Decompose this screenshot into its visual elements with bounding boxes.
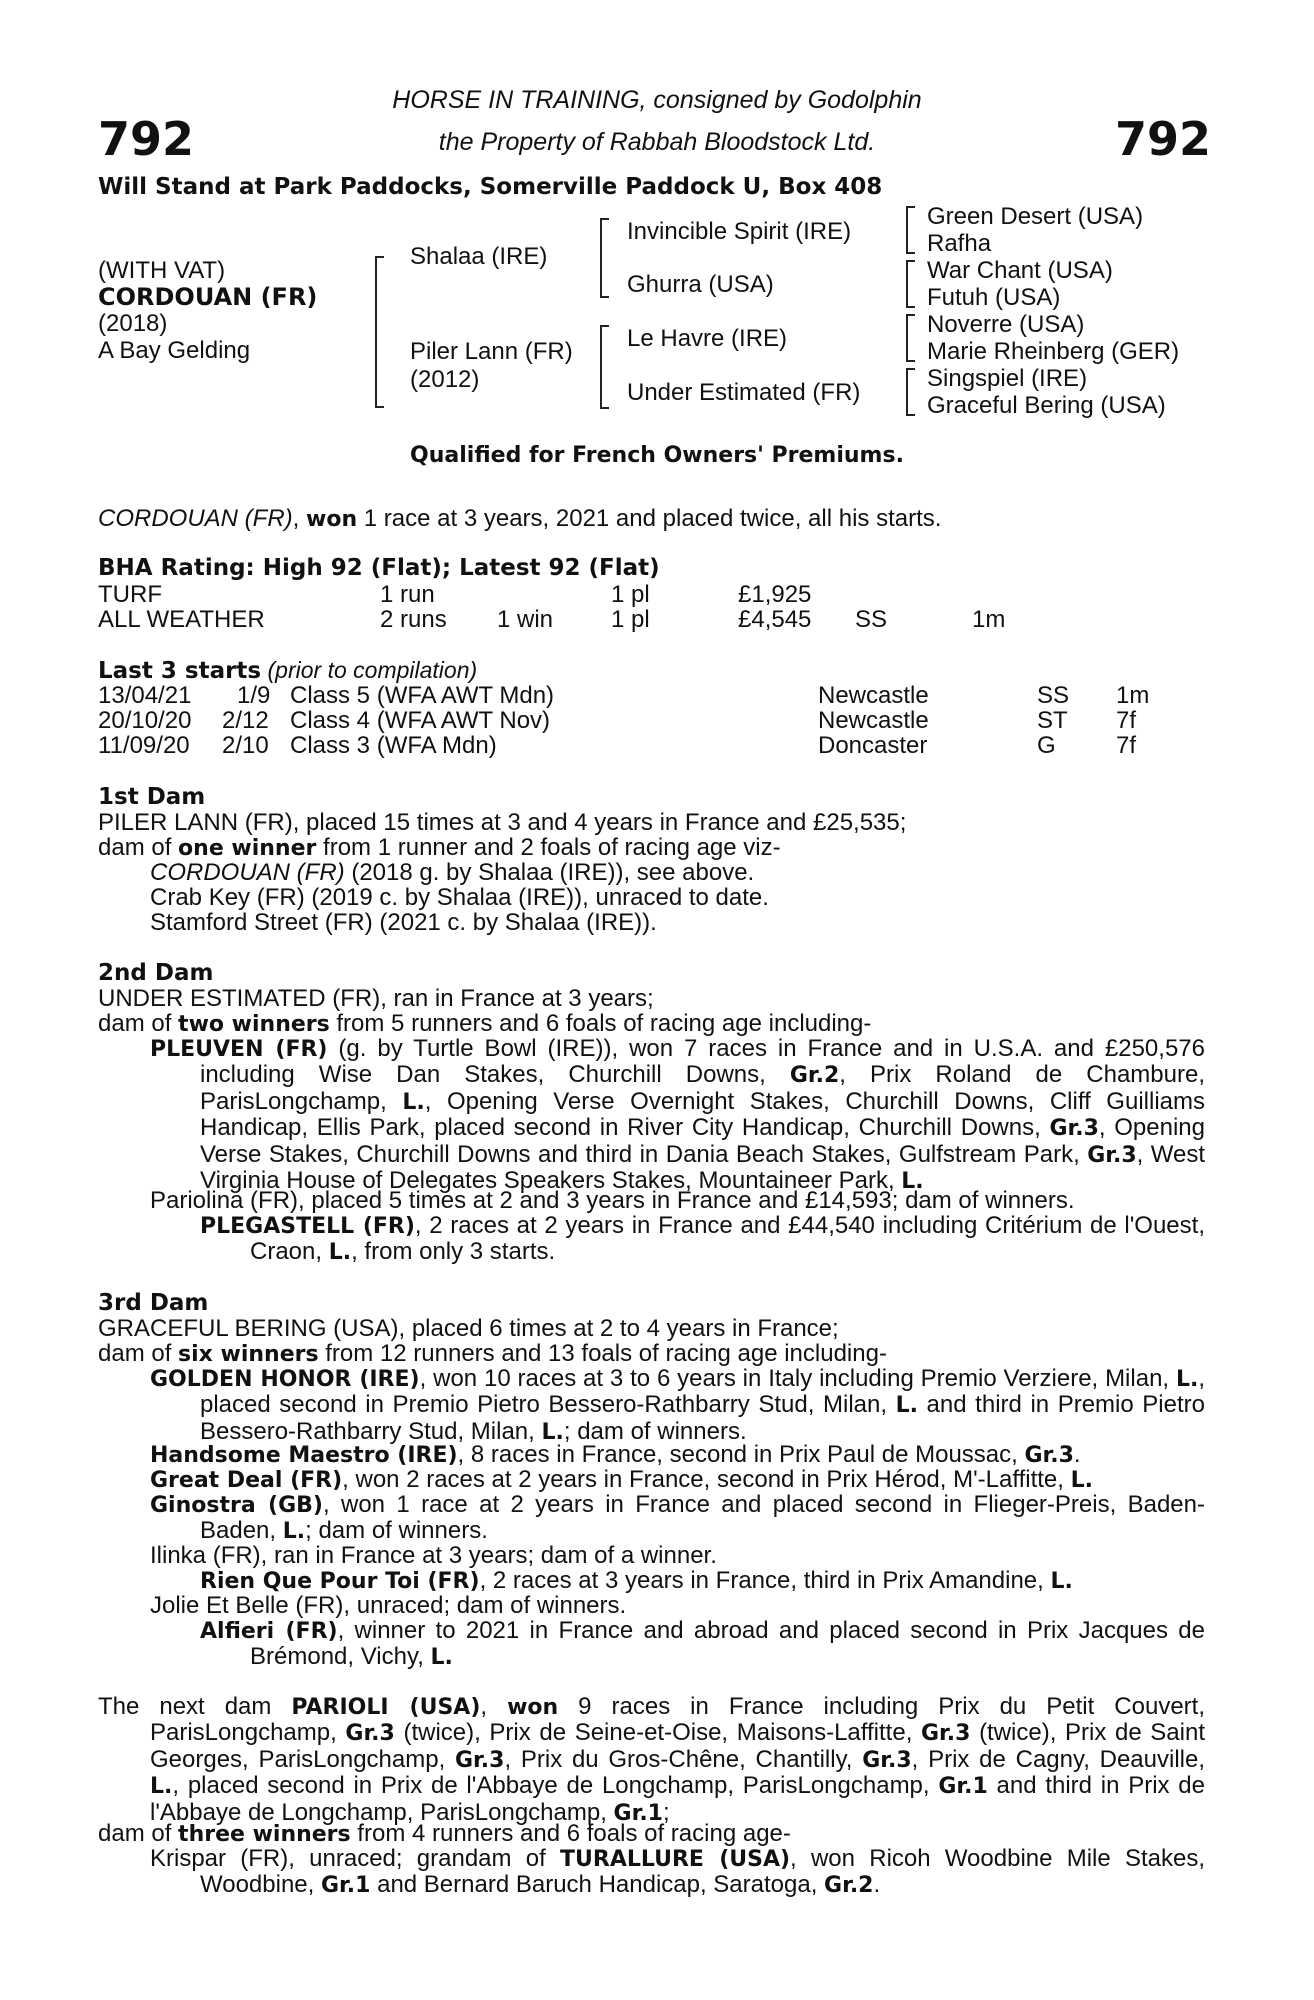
pedigree-brace-g3 [906, 314, 915, 362]
bha-row-aw-wins: 1 win [497, 606, 554, 633]
summary-horse-name: CORDOUAN (FR) [98, 505, 293, 532]
pedigree-brace-g4 [906, 368, 915, 416]
bha-row-aw-going: SS [855, 606, 888, 633]
horse-name: CORDOUAN (FR) [98, 283, 318, 311]
start-distance: 1m [1116, 682, 1150, 709]
progeny-jolie-et-belle: Jolie Et Belle (FR), unraced; dam of winners. [150, 1592, 627, 1619]
progeny-plegastell: PLEGASTELL (FR), 2 races at 2 years in France and £44,540 including Critérium de l'Ouest, Craon, L., from only 3 starts. [200, 1212, 1205, 1266]
start-race: Class 4 (WFA AWT Nov) [290, 707, 551, 734]
start-distance: 7f [1116, 707, 1137, 734]
pedigree-dam-year: (2012) [410, 366, 480, 393]
bha-row-aw-runs: 2 runs [380, 606, 447, 633]
last-starts-note: (prior to compilation) [267, 657, 478, 683]
second-dam-record: UNDER ESTIMATED (FR), ran in France at 3 years; [98, 985, 654, 1012]
start-course: Newcastle [818, 707, 929, 734]
first-dam-record: PILER LANN (FR), placed 15 times at 3 and 4 years in France and £25,535; [98, 809, 907, 836]
pedigree-sire-sire: Invincible Spirit (IRE) [627, 218, 852, 245]
start-distance: 7f [1116, 732, 1137, 759]
pedigree-brace-dam [600, 325, 609, 409]
first-dam-heading: 1st Dam [98, 784, 206, 810]
vat-label: (WITH VAT) [98, 257, 226, 284]
lot-number-right: 792 [1115, 112, 1212, 166]
progeny-alfieri: Alfieri (FR), winner to 2021 in France and abroad and placed second in Prix Jacques de Brémond, Vichy, L. [200, 1617, 1205, 1671]
pedigree-brace-main [375, 256, 384, 408]
pedigree-gg-8: Graceful Bering (USA) [927, 392, 1166, 419]
start-course: Newcastle [818, 682, 929, 709]
pedigree-sire: Shalaa (IRE) [410, 243, 548, 270]
pedigree-gg-4: Futuh (USA) [927, 284, 1061, 311]
bha-row-turf-prize: £1,925 [738, 581, 812, 608]
pedigree-dam-dam: Under Estimated (FR) [627, 379, 861, 406]
start-going: SS [1037, 682, 1070, 709]
progeny-ilinka: Ilinka (FR), ran in France at 3 years; dam of a winner. [150, 1542, 717, 1569]
third-dam-record: GRACEFUL BERING (USA), placed 6 times at 2 to 4 years in France; [98, 1315, 839, 1342]
bha-row-turf-runs: 1 run [380, 581, 435, 608]
start-date: 20/10/20 [98, 707, 192, 734]
pedigree-gg-1: Green Desert (USA) [927, 203, 1144, 230]
lot-number-left: 792 [98, 112, 195, 166]
progeny-handsome-maestro: Handsome Maestro (IRE), 8 races in France, second in Prix Paul de Moussac, Gr.3. [150, 1441, 1081, 1468]
bha-row-aw-places: 1 pl [611, 606, 650, 633]
start-race: Class 5 (WFA AWT Mdn) [290, 682, 555, 709]
progeny-pariolina: Pariolina (FR), placed 5 times at 2 and 3 years in France and £14,593; dam of winners. [150, 1187, 1075, 1214]
summary-won: won [306, 507, 358, 532]
bha-row-aw-distance: 1m [972, 606, 1006, 633]
pedigree-brace-sire [600, 218, 609, 298]
foaling-year: (2018) [98, 310, 168, 337]
progeny-great-deal: Great Deal (FR), won 2 races at 2 years in France, second in Prix Hérod, M'-Laffitte, L. [150, 1466, 1094, 1493]
third-dam-produce: dam of six winners from 12 runners and 13 foals of racing age including- [98, 1340, 887, 1367]
last-starts-heading [98, 657, 477, 684]
last-starts-title: Last 3 starts [98, 658, 262, 684]
first-dam-foal: Stamford Street (FR) (2021 c. by Shalaa (IRE)). [150, 909, 657, 936]
pedigree-gg-6: Marie Rheinberg (GER) [927, 338, 1180, 365]
premiums-note: Qualified for French Owners' Premiums. [410, 443, 904, 468]
pedigree-brace-g2 [906, 260, 915, 308]
pedigree-brace-g1 [906, 206, 915, 254]
pedigree-dam-sire: Le Havre (IRE) [627, 325, 788, 352]
pedigree-dam: Piler Lann (FR) [410, 338, 573, 365]
bha-row-aw-prize: £4,545 [738, 606, 812, 633]
bha-row-aw-surface: ALL WEATHER [98, 606, 265, 633]
summary-text: 1 race at 3 years, 2021 and placed twice, all his starts. [357, 505, 942, 532]
progeny-ginostra: Ginostra (GB), won 1 race at 2 years in France and placed second in Flieger-Preis, Baden-Baden, L.; dam of winners. [150, 1491, 1205, 1545]
start-position: 2/12 [222, 707, 269, 734]
property-line: the Property of Rabbah Bloodstock Ltd. [438, 128, 876, 156]
pedigree-gg-7: Singspiel (IRE) [927, 365, 1088, 392]
start-going: G [1037, 732, 1056, 759]
start-course: Doncaster [818, 732, 928, 759]
first-dam-foal: Crab Key (FR) (2019 c. by Shalaa (IRE)), unraced to date. [150, 884, 769, 911]
first-dam-foal: CORDOUAN (FR) (2018 g. by Shalaa (IRE)), see above. [150, 859, 755, 886]
pedigree-sire-dam: Ghurra (USA) [627, 271, 774, 298]
start-position: 2/10 [222, 732, 269, 759]
next-dam-record: The next dam PARIOLI (USA), won 9 races in France including Prix du Petit Couvert, ParisLongchamp, Gr.3 (twice), Prix de Seine-et-Oise, Maisons-Laffitte, Gr.3 (twice), Prix de Saint Georges, ParisLongchamp, Gr.3, Prix du Gros-Chêne, Chantilly, Gr.3, Prix de Cagny, Deauville, L., placed second in Prix de l'Abbaye de Longchamp, ParisLongchamp, Gr.1 and third in Prix de l'Abbaye de Longchamp, ParisLongchamp, Gr.1; [98, 1693, 1206, 1826]
horse-description: A Bay Gelding [98, 337, 251, 364]
pedigree-gg-2: Rafha [927, 230, 992, 257]
start-race: Class 3 (WFA Mdn) [290, 732, 497, 759]
first-dam-produce: dam of one winner from 1 runner and 2 foals of racing age viz- [98, 834, 781, 861]
progeny-rien-que-pour-toi: Rien Que Pour Toi (FR), 2 races at 3 years in France, third in Prix Amandine, L. [200, 1567, 1073, 1594]
bha-row-turf-surface: TURF [98, 581, 162, 608]
pedigree-gg-3: War Chant (USA) [927, 257, 1113, 284]
start-date: 11/09/20 [98, 732, 190, 759]
second-dam-produce: dam of two winners from 5 runners and 6 foals of racing age including- [98, 1010, 872, 1037]
third-dam-heading: 3rd Dam [98, 1290, 209, 1316]
progeny-golden-honor: GOLDEN HONOR (IRE), won 10 races at 3 to 6 years in Italy including Premio Verziere, Milan, L., placed second in Premio Pietro Bessero-Rathbarry Stud, Milan, L. and third in Premio Pietro Bessero-Rathbarry Stud, Milan, L.; dam of winners. [150, 1365, 1205, 1445]
start-date: 13/04/21 [98, 682, 192, 709]
start-going: ST [1037, 707, 1068, 734]
stand-location: Will Stand at Park Paddocks, Somerville Paddock U, Box 408 [98, 174, 883, 200]
bha-rating: BHA Rating: High 92 (Flat); Latest 92 (Flat) [98, 555, 660, 581]
progeny-pleuven: PLEUVEN (FR) (g. by Turtle Bowl (IRE)), won 7 races in France and in U.S.A. and £250,576 including Wise Dan Stakes, Churchill Downs, Gr.2, Prix Roland de Chambure, ParisLongchamp, L., Opening Verse Overnight Stakes, Churchill Downs, Cliff Guilliams Handicap, Ellis Park, placed second in River City Handicap, Churchill Downs, Gr.3, Opening Verse Stakes, Churchill Downs and third in Dania Beach Stakes, Gulfstream Park, Gr.3, West Virginia House of Delegates Speakers Stakes, Mountaineer Park, L. [150, 1035, 1206, 1195]
next-dam-produce: dam of three winners from 4 runners and 6 foals of racing age- [98, 1820, 791, 1847]
bha-row-turf-places: 1 pl [611, 581, 650, 608]
start-position: 1/9 [237, 682, 271, 709]
second-dam-heading: 2nd Dam [98, 960, 214, 986]
consignment-line: HORSE IN TRAINING, consigned by Godolphin [392, 86, 922, 114]
race-summary: CORDOUAN (FR), won 1 race at 3 years, 2021 and placed twice, all his starts. [98, 505, 942, 532]
pedigree-gg-5: Noverre (USA) [927, 311, 1085, 338]
progeny-krispar: Krispar (FR), unraced; grandam of TURALLURE (USA), won Ricoh Woodbine Mile Stakes, Woodbine, Gr.1 and Bernard Baruch Handicap, Saratoga, Gr.2. [150, 1845, 1206, 1899]
